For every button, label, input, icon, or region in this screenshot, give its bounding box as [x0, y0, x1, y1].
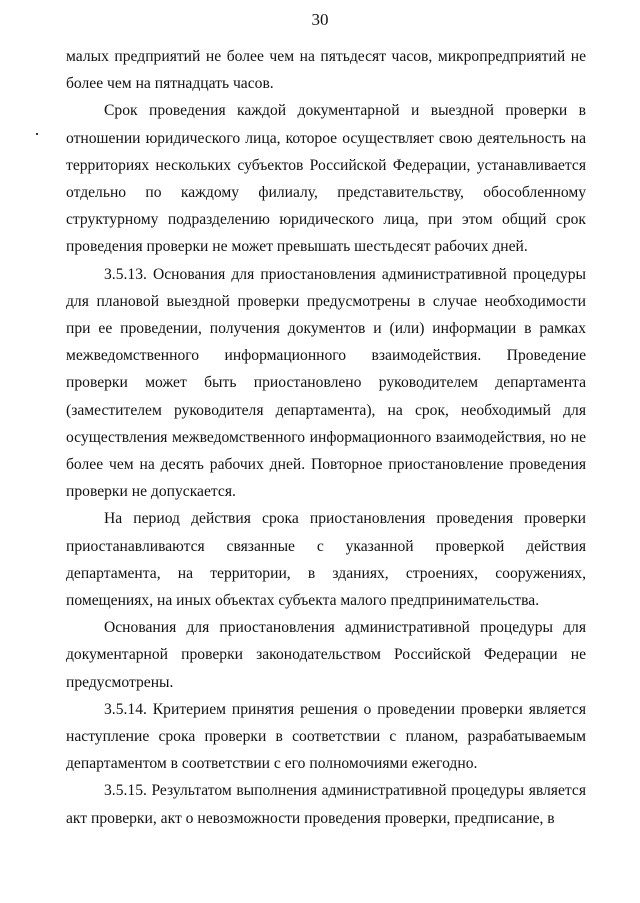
paragraph-inspection-duration: Срок проведения каждой документарной и выездной проверки в отношении юридического лица, которое осуществляет свою деятельность на территориях нескольких субъектов Российской Федерации, устанавливается отдельно по каждому филиалу, представительству, обособленному структурному подразделению юридического лица, при этом общий срок проведения проверки не может превышать шестьдесят рабочих дней.	[66, 102, 586, 256]
paragraph-3-5-14: 3.5.14. Критерием принятия решения о проведении проверки является наступление срока проверки в соответствии с планом, разрабатываемым департаментом в соответствии с его полномочиями ежегодно.	[66, 700, 586, 773]
scan-speck	[36, 133, 38, 135]
document-body	[66, 43, 586, 832]
paragraph-continuation: малых предприятий не более чем на пятьдесят часов, микропредприятий не более чем на пятнадцать часов.	[66, 48, 586, 93]
paragraph-suspension-period: На период действия срока приостановления проведения проверки приостанавливаются связанные с указанной проверкой действия департамента, на территории, в зданиях, строениях, сооружениях, помещениях, на иных объектах субъекта малого предпринимательства.	[66, 510, 586, 610]
paragraph-documentary-inspection: Основания для приостановления административной процедуры для документарной проверки законодательством Российской Федерации не предусмотрены.	[66, 619, 586, 691]
paragraph-3-5-15: 3.5.15. Результатом выполнения административной процедуры является акт проверки, акт о невозможности проведения проверки, предписание, в	[66, 782, 586, 827]
page-number: 30	[311, 10, 329, 29]
paragraph-3-5-13: 3.5.13. Основания для приостановления административной процедуры для плановой выездной проверки предусмотрены в случае необходимости при ее проведении, получения документов и (или) информации в рамках межведомственного информационного взаимодействия. Проведение проверки может быть приостановлено руководителем департамента (заместителем руководителя департамента), на срок, необходимый для осуществления межведомственного информационного взаимодействия, но не более чем на десять рабочих дней. Повторное приостановление проведения проверки не допускается.	[66, 265, 586, 501]
